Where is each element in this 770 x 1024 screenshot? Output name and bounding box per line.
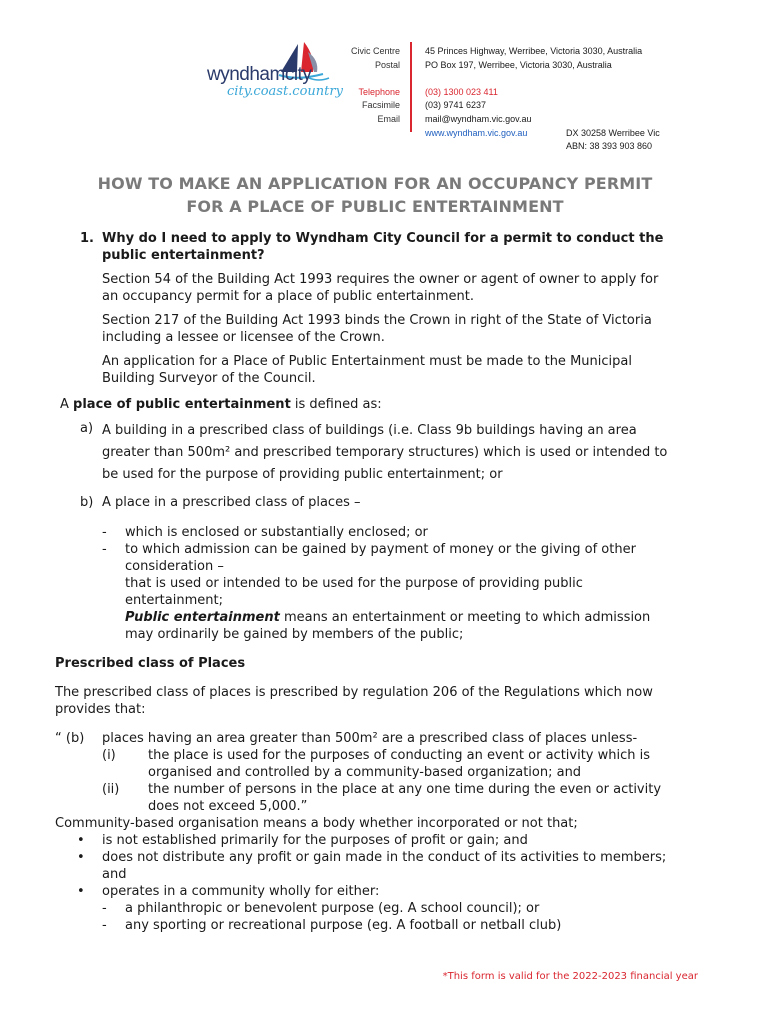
bullet-icon: • (77, 884, 85, 899)
prescribed-i-text (148, 747, 650, 781)
dx-number: DX 30258 Werribee Vic (566, 128, 660, 138)
logo (205, 38, 343, 104)
definition-a-line1: A building in a prescribed class of buildings (i.e. Class 9b buildings having an area (102, 423, 637, 438)
q1-heading-line2: public entertainment? (102, 248, 265, 263)
letterhead-divider (410, 42, 412, 132)
website-link[interactable]: www.wyndham.vic.gov.au (425, 128, 528, 138)
logo-tagline: city.coast.country (227, 84, 343, 99)
definition-d2-line1: to which admission can be gained by payment of money or the giving of other (125, 542, 636, 557)
prescribed-b-label: “ (b) (55, 731, 85, 746)
community-bullet-1: is not established primarily for the purposes of profit or gain; and (102, 833, 528, 848)
definition-a-line2: greater than 500m² and prescribed temporary structures) which is used or intended to (102, 445, 668, 460)
prescribed-i-line2: organised and controlled by a community-based organization; and (148, 765, 582, 780)
definition-dash-1: - (102, 525, 107, 540)
q1-p3-line2: Building Surveyor of the Council. (102, 371, 316, 386)
prescribed-b-text: places having an area greater than 500m² are a prescribed class of places unless- (102, 731, 638, 746)
definition-intro (60, 396, 382, 413)
prescribed-heading: Prescribed class of Places (55, 656, 246, 671)
community-dash-1: - (102, 901, 107, 916)
validity-note: *This form is valid for the 2022-2023 financial year (442, 971, 698, 982)
page-title-line2: FOR A PLACE OF PUBLIC ENTERTAINMENT (186, 197, 564, 216)
q1-heading (102, 230, 722, 264)
label-email: Email (377, 114, 400, 124)
definition-d3-line2: entertainment; (125, 593, 223, 608)
community-dash-2: - (102, 918, 107, 933)
q1-heading-line1: Why do I need to apply to Wyndham City Council for a permit to conduct the (102, 231, 664, 246)
q1-p2-line2: including a lessee or licensee of the Crown. (102, 330, 385, 345)
community-bullet-2 (102, 849, 666, 883)
civic-centre-address: 45 Princes Highway, Werribee, Victoria 3030, Australia (425, 46, 643, 56)
logo-wordmark: wyndhamcity (207, 64, 312, 85)
prescribed-intro (55, 684, 653, 718)
q1-p1-line1: Section 54 of the Building Act 1993 requires the owner or agent of owner to apply for (102, 272, 659, 287)
prescribed-ii-text (148, 781, 661, 815)
community-dash-1-text: a philanthropic or benevolent purpose (eg. A school council); or (125, 901, 540, 916)
definition-suffix: is defined as: (290, 397, 382, 412)
q1-paragraph-2 (102, 312, 652, 346)
q1-p3-line1: An application for a Place of Public Entertainment must be made to the Municipal (102, 354, 632, 369)
public-entertainment-line2: may ordinarily be gained by members of the public; (125, 627, 464, 642)
prescribed-ii-line1: the number of persons in the place at any one time during the even or activity (148, 782, 662, 797)
community-b2-line1: does not distribute any profit or gain made in the conduct of its activities to members; (102, 850, 667, 865)
q1-paragraph-3 (102, 353, 632, 387)
prescribed-i-line1: the place is used for the purposes of conducting an event or activity which is (148, 748, 651, 763)
definition-d3-line1: that is used or intended to be used for the purpose of providing public (125, 576, 583, 591)
public-entertainment-definition (125, 609, 650, 626)
page-title (0, 172, 750, 218)
q1-p1-line2: an occupancy permit for a place of public entertainment. (102, 289, 474, 304)
prescribed-i-label: (i) (102, 748, 116, 763)
definition-b-label: b) (80, 495, 94, 510)
abn-number: ABN: 38 393 903 860 (566, 141, 653, 151)
public-entertainment-rest: means an entertainment or meeting to which admission (279, 610, 651, 625)
page-title-line1: HOW TO MAKE AN APPLICATION FOR AN OCCUPANCY PERMIT (97, 174, 653, 193)
q1-paragraph-1 (102, 271, 658, 305)
prescribed-ii-label: (ii) (102, 782, 120, 797)
definition-a-line3: be used for the purpose of providing public entertainment; or (102, 467, 503, 482)
community-intro: Community-based organisation means a body whether incorporated or not that; (55, 816, 578, 831)
definition-a-label: a) (80, 421, 94, 436)
definition-dash-2-text (125, 541, 650, 643)
prescribed-ii-line2: does not exceed 5,000.” (148, 799, 308, 814)
label-civic-centre: Civic Centre (350, 46, 400, 56)
community-bullet-3: operates in a community wholly for either: (102, 884, 380, 899)
label-facsimile: Facsimile (361, 100, 400, 110)
bullet-icon: • (77, 850, 85, 865)
postal-address: PO Box 197, Werribee, Victoria 3030, Australia (425, 60, 612, 70)
bullet-icon: • (77, 833, 85, 848)
definition-d2-line2: consideration – (125, 559, 224, 574)
definition-term: place of public entertainment (73, 397, 291, 412)
q1-number: 1. (80, 231, 94, 246)
facsimile-number: (03) 9741 6237 (425, 100, 487, 110)
prescribed-intro-line1: The prescribed class of places is prescribed by regulation 206 of the Regulations which now (55, 685, 653, 700)
prescribed-intro-line2: provides that: (55, 702, 146, 717)
label-postal: Postal (374, 60, 400, 70)
community-dash-2-text: any sporting or recreational purpose (eg. A football or netball club) (125, 918, 562, 933)
definition-b-text: A place in a prescribed class of places – (102, 495, 361, 510)
public-entertainment-term: Public entertainment (125, 610, 280, 625)
community-b2-line2: and (102, 867, 127, 882)
q1-p2-line1: Section 217 of the Building Act 1993 binds the Crown in right of the State of Victoria (102, 313, 652, 328)
telephone-number: (03) 1300 023 411 (425, 87, 498, 97)
definition-dash-2: - (102, 542, 107, 557)
email-address[interactable]: mail@wyndham.vic.gov.au (425, 114, 532, 124)
definition-dash-1-text: which is enclosed or substantially enclosed; or (125, 525, 428, 540)
definition-prefix: A (60, 397, 74, 412)
label-telephone: Telephone (358, 87, 400, 97)
definition-a-text (102, 420, 667, 486)
